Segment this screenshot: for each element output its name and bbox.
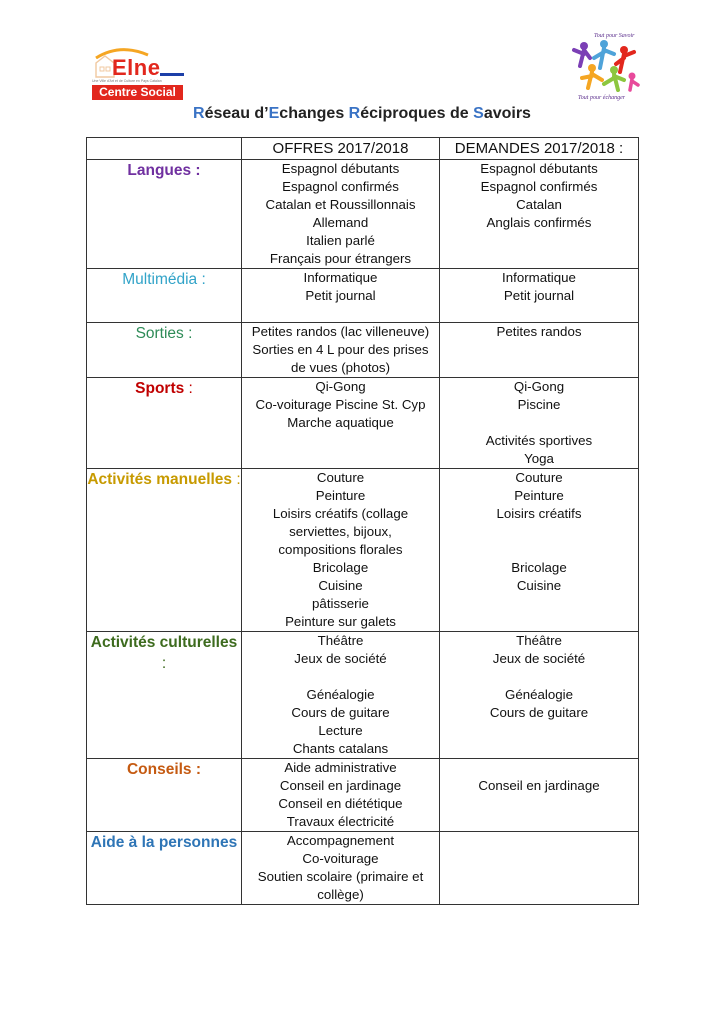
category-cell	[87, 832, 242, 905]
list-item: Conseil en diététique	[278, 796, 403, 811]
title-segment: éciproques de	[360, 105, 474, 122]
header-offres: OFFRES 2017/2018	[242, 138, 440, 160]
exchange-table	[86, 137, 639, 905]
list-item: pâtisserie	[312, 596, 369, 611]
list-item: Cuisine	[516, 578, 562, 593]
offres-cell	[242, 323, 440, 378]
list-item: Espagnol confirmés	[480, 179, 598, 194]
list-item	[242, 668, 439, 686]
table-header-row	[87, 138, 639, 160]
title-segment: éseau d’	[204, 105, 269, 122]
list-item: Jeux de société	[294, 651, 387, 666]
category-cell	[87, 469, 242, 632]
demandes-cell	[440, 632, 639, 759]
list-item: Conseil en jardinage	[478, 778, 600, 793]
list-item: Loisirs créatifs	[496, 506, 582, 521]
title-capital: R	[193, 105, 205, 122]
title-segment: changes	[279, 105, 349, 122]
table-row	[87, 759, 639, 832]
list-item: Loisirs créatifs (collage	[272, 506, 409, 521]
demandes-cell	[440, 759, 639, 832]
list-item: Catalan et Roussillonnais	[265, 197, 416, 212]
list-item: Anglais confirmés	[486, 215, 592, 230]
list-item: Espagnol confirmés	[282, 179, 399, 194]
list-item: Peinture	[315, 488, 366, 503]
list-item: de vues (photos)	[290, 360, 391, 375]
tout-pour-savoir-logo	[570, 28, 642, 102]
list-item: Théâtre	[317, 633, 364, 648]
list-item: Accompagnement	[286, 833, 395, 848]
title-capital: R	[348, 105, 361, 122]
list-item: Co-voiturage Piscine St. Cyp	[255, 397, 426, 412]
header-demandes: DEMANDES 2017/2018 :	[440, 138, 639, 160]
list-item: Allemand	[312, 215, 369, 230]
category-cell	[87, 323, 242, 378]
table-row	[87, 378, 639, 469]
list-item: Soutien scolaire (primaire et	[257, 869, 424, 884]
elne-centre-social-logo	[90, 45, 186, 101]
list-item	[440, 541, 638, 559]
logo-right-bottom-text: Tout pour échanger	[578, 95, 626, 101]
list-item: Activités sportives	[485, 433, 593, 448]
list-item: Yoga	[524, 451, 554, 466]
list-item: Couture	[515, 470, 563, 485]
list-item: Français pour étrangers	[269, 251, 412, 266]
list-item: Lecture	[318, 723, 363, 738]
list-item: Co-voiturage	[302, 851, 379, 866]
list-item: Théâtre	[516, 633, 562, 648]
demandes-cell	[440, 832, 639, 905]
list-item: Sorties en 4 L pour des prises	[252, 342, 429, 357]
list-item	[440, 414, 638, 432]
demandes-cell	[440, 469, 639, 632]
list-item: Marche aquatique	[287, 415, 394, 430]
category-label: Aide à la personnes	[90, 834, 238, 851]
list-item: Espagnol débutants	[480, 161, 598, 176]
list-item: Cuisine	[318, 578, 363, 593]
list-item: compositions florales	[278, 542, 403, 557]
list-item: Jeux de société	[492, 651, 586, 666]
list-item: Informatique	[502, 270, 576, 285]
list-item: Catalan	[516, 197, 562, 212]
list-item: Cours de guitare	[489, 705, 589, 720]
document-title	[0, 105, 724, 123]
category-label: Activités manuelles	[87, 471, 233, 488]
category-cell	[87, 269, 242, 323]
logo-word: Elne	[112, 55, 161, 80]
list-item: Généalogie	[504, 687, 574, 702]
title-segment: avoirs	[483, 105, 531, 122]
list-item: serviettes, bijoux,	[289, 524, 392, 539]
list-item	[440, 759, 638, 777]
logo-tagline: Une Ville d'Art et de Culture en Pays Catalan	[92, 79, 162, 83]
offres-cell	[242, 632, 440, 759]
list-item: Couture	[316, 470, 365, 485]
dancing-figures-icon	[570, 28, 642, 102]
category-label: Sorties :	[135, 325, 193, 342]
demandes-cell	[440, 269, 639, 323]
category-suffix: :	[161, 654, 167, 672]
list-item: Bricolage	[511, 560, 567, 575]
list-item: Généalogie	[306, 687, 375, 702]
table-row	[87, 469, 639, 632]
title-capital: E	[268, 105, 280, 122]
offres-cell	[242, 469, 440, 632]
list-item: Chants catalans	[292, 741, 389, 756]
list-item: Qi-Gong	[315, 379, 366, 394]
list-item: collège)	[317, 887, 364, 902]
table-row	[87, 632, 639, 759]
table-row	[87, 832, 639, 905]
title-capital: S	[473, 105, 484, 122]
list-item: Petit journal	[503, 288, 575, 303]
list-item: Espagnol débutants	[281, 161, 400, 176]
list-item: Petit journal	[305, 288, 376, 303]
category-label: Conseils :	[126, 761, 202, 778]
list-item: Peinture sur galets	[285, 614, 396, 629]
list-item	[440, 523, 638, 541]
category-label: Multimédia :	[122, 271, 206, 288]
list-item: Italien parlé	[306, 233, 375, 248]
category-label: Activités culturelles	[90, 634, 238, 651]
category-suffix: :	[232, 471, 241, 488]
category-label: Langues :	[127, 162, 201, 179]
list-item: Peinture	[514, 488, 564, 503]
table-row	[87, 160, 639, 269]
list-item: Aide administrative	[284, 760, 397, 775]
category-cell	[87, 759, 242, 832]
offres-cell	[242, 832, 440, 905]
logo-band: Centre Social	[92, 85, 183, 100]
category-label: Sports	[135, 380, 185, 397]
demandes-cell	[440, 378, 639, 469]
offres-cell	[242, 160, 440, 269]
list-item: Petites randos (lac villeneuve)	[251, 324, 430, 339]
table-row	[87, 269, 639, 323]
category-cell	[87, 378, 242, 469]
category-cell	[87, 160, 242, 269]
category-cell	[87, 632, 242, 759]
table-row	[87, 323, 639, 378]
logo-underline	[160, 73, 184, 76]
offres-cell	[242, 759, 440, 832]
list-item: Informatique	[303, 270, 378, 285]
list-item: Petites randos	[496, 324, 582, 339]
logo-right-top-text: Tout pour Savoir	[594, 33, 635, 39]
category-suffix: :	[184, 380, 193, 397]
header-category	[87, 138, 242, 160]
list-item: Piscine	[517, 397, 561, 412]
list-item	[440, 668, 638, 686]
demandes-cell	[440, 160, 639, 269]
offres-cell	[242, 269, 440, 323]
list-item: Bricolage	[312, 560, 369, 575]
list-item: Cours de guitare	[291, 705, 390, 720]
list-item: Travaux électricité	[286, 814, 395, 829]
offres-cell	[242, 378, 440, 469]
demandes-cell	[440, 323, 639, 378]
list-item: Conseil en jardinage	[279, 778, 402, 793]
list-item: Qi-Gong	[513, 379, 565, 394]
